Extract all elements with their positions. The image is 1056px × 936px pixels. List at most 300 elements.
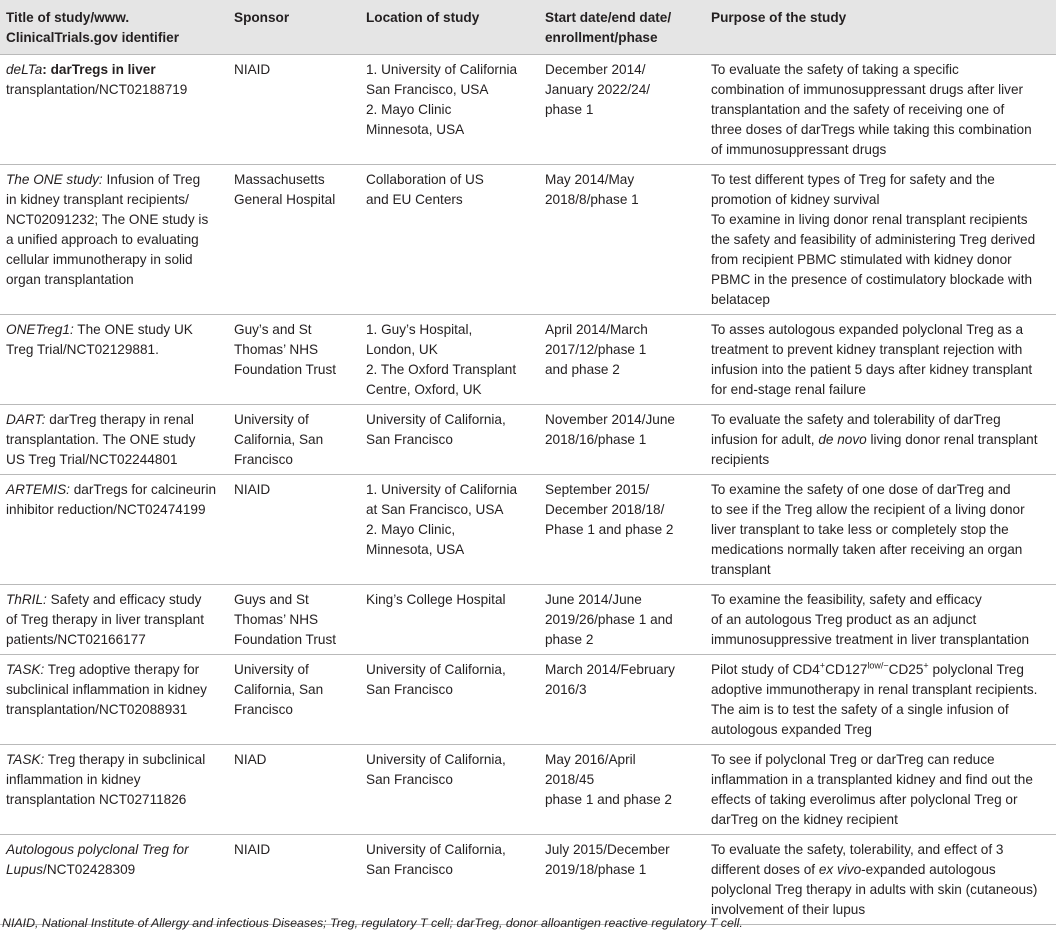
text-segment: 2019/26/phase 1 and	[545, 612, 673, 627]
cell-line	[6, 630, 222, 650]
cell-line	[711, 900, 1050, 920]
text-segment: transplantation/NCT02088931	[6, 702, 188, 717]
cell-line	[234, 340, 354, 360]
cell-dates	[539, 655, 705, 745]
text-segment: To evaluate the safety of taking a specific	[711, 62, 959, 77]
cell-line	[711, 700, 1050, 720]
text-segment: To test different types of Treg for safety and the	[711, 172, 995, 187]
table-header	[0, 0, 1056, 55]
text-segment: Guys and St	[234, 592, 309, 607]
cell-location	[360, 405, 539, 475]
text-segment: 2017/12/phase 1	[545, 342, 647, 357]
cell-title	[0, 745, 228, 835]
cell-dates	[539, 585, 705, 655]
text-segment: To examine the feasibility, safety and efficacy	[711, 592, 982, 607]
text-segment: cellular immunotherapy in solid	[6, 252, 193, 267]
cell-line	[6, 230, 222, 250]
text-segment: April 2014/March	[545, 322, 648, 337]
text-segment: Centre, Oxford, UK	[366, 382, 482, 397]
text-segment: November 2014/June	[545, 412, 675, 427]
cell-line	[6, 320, 222, 340]
cell-purpose	[705, 55, 1056, 165]
cell-line	[545, 480, 699, 500]
table-row	[0, 655, 1056, 745]
text-segment: To asses autologous expanded polyclonal Treg as a	[711, 322, 1024, 337]
text-segment: To examine in living donor renal transplant recipients	[711, 212, 1028, 227]
text-segment: December 2018/18/	[545, 502, 665, 517]
cell-line	[6, 450, 222, 470]
header-title-line: ClinicalTrials.gov identifier	[6, 30, 179, 45]
text-segment: DART:	[6, 412, 46, 427]
cell-line	[711, 320, 1050, 340]
cell-line	[545, 860, 699, 880]
text-segment: phase 1	[545, 102, 594, 117]
text-segment: 2019/18/phase 1	[545, 862, 647, 877]
text-segment: San Francisco	[366, 682, 453, 697]
cell-line	[366, 500, 533, 520]
text-segment: Massachusetts	[234, 172, 325, 187]
text-segment: from recipient PBMC stimulated with kidney donor	[711, 252, 1012, 267]
text-segment: of Treg therapy in liver transplant	[6, 612, 204, 627]
text-segment: Treg Trial/NCT02129881.	[6, 342, 159, 357]
text-segment: University of California,	[366, 412, 506, 427]
text-segment: 2. Mayo Clinic,	[366, 522, 456, 537]
text-segment: transplant	[711, 562, 771, 577]
text-segment: San Francisco	[366, 862, 453, 877]
cell-line	[711, 340, 1050, 360]
text-segment: ARTEMIS:	[6, 482, 70, 497]
text-segment: inflammation in a transplanted kidney and find out the	[711, 772, 1033, 787]
cell-line	[711, 560, 1050, 580]
table-body	[0, 55, 1056, 925]
text-segment: of immunosuppressant drugs	[711, 142, 887, 157]
cell-line	[234, 700, 354, 720]
cell-line	[6, 790, 222, 810]
text-segment: Safety and efficacy study	[46, 592, 202, 607]
cell-purpose	[705, 475, 1056, 585]
cell-line	[711, 860, 1050, 880]
cell-line	[6, 210, 222, 230]
cell-line	[545, 360, 699, 380]
cell-line	[6, 610, 222, 630]
text-segment: University of California,	[366, 662, 506, 677]
cell-line	[234, 450, 354, 470]
cell-line	[234, 410, 354, 430]
cell-line	[711, 450, 1050, 470]
text-segment: US Treg Trial/NCT02244801	[6, 452, 178, 467]
text-segment: treatment to prevent kidney transplant rejection with	[711, 342, 1023, 357]
text-segment: PBMC in the presence of costimulatory blockade with	[711, 272, 1033, 287]
table-row	[0, 405, 1056, 475]
text-segment: Thomas’ NHS	[234, 612, 319, 627]
cell-line	[6, 860, 222, 880]
text-segment: Francisco	[234, 702, 293, 717]
header-dates-line: enrollment/phase	[545, 30, 658, 45]
table-footnote: NIAID, National Institute of Allergy and infectious Diseases; Treg, regulatory T cell; darTreg, donor alloantigen reactive regulatory T cell.	[2, 916, 743, 930]
text-segment: different doses of	[711, 862, 819, 877]
cell-line	[545, 430, 699, 450]
header-dates-line: Start date/end date/	[545, 10, 672, 25]
cell-line	[366, 520, 533, 540]
cell-line	[366, 360, 533, 380]
cell-title	[0, 655, 228, 745]
text-segment: ex vivo	[818, 862, 862, 877]
text-segment: Guy’s and St	[234, 322, 312, 337]
cell-line	[366, 340, 533, 360]
text-segment: ThRIL:	[6, 592, 47, 607]
text-segment: San Francisco	[366, 432, 453, 447]
text-segment: Foundation Trust	[234, 362, 337, 377]
text-segment: San Francisco	[366, 772, 453, 787]
cell-line	[366, 60, 533, 80]
cell-line	[6, 410, 222, 430]
cell-line	[6, 480, 222, 500]
text-segment: September 2015/	[545, 482, 650, 497]
cell-line	[366, 540, 533, 560]
cell-title	[0, 55, 228, 165]
text-segment: transplantation NCT02711826	[6, 792, 187, 807]
text-segment: NCT02091232; The ONE study is	[6, 212, 209, 227]
cell-line	[366, 860, 533, 880]
text-segment: adoptive immunotherapy in renal transplant recipients.	[711, 682, 1038, 697]
cell-line	[711, 660, 1050, 680]
text-segment: and phase 2	[545, 362, 620, 377]
text-segment: phase 2	[545, 632, 594, 647]
cell-line	[6, 170, 222, 190]
header-sponsor	[228, 0, 360, 55]
text-segment: promotion of kidney survival	[711, 192, 880, 207]
cell-line	[545, 500, 699, 520]
cell-sponsor	[228, 165, 360, 315]
cell-line	[234, 320, 354, 340]
text-segment: of an autologous Treg product as an adjunct	[711, 612, 977, 627]
cell-line	[711, 410, 1050, 430]
cell-line	[234, 750, 354, 770]
cell-location	[360, 55, 539, 165]
text-segment: King’s College Hospital	[366, 592, 506, 607]
text-segment: immunosuppressive treatment in liver transplantation	[711, 632, 1030, 647]
cell-line	[366, 840, 533, 860]
text-segment: Pilot study of CD4	[711, 662, 820, 677]
cell-line	[234, 170, 354, 190]
cell-line	[711, 120, 1050, 140]
cell-title	[0, 585, 228, 655]
text-segment: Collaboration of US	[366, 172, 484, 187]
cell-line	[366, 430, 533, 450]
cell-line	[6, 270, 222, 290]
text-segment: January 2022/24/	[545, 82, 651, 97]
cell-purpose	[705, 835, 1056, 925]
text-segment: liver transplant to take less or completely stop the	[711, 522, 1009, 537]
cell-line	[711, 270, 1050, 290]
cell-line	[6, 680, 222, 700]
text-segment: 1. University of California	[366, 482, 518, 497]
cell-sponsor	[228, 585, 360, 655]
text-segment: 2018/16/phase 1	[545, 432, 647, 447]
cell-line	[711, 790, 1050, 810]
text-segment: inhibitor reduction/NCT02474199	[6, 502, 206, 517]
text-segment: December 2014/	[545, 62, 646, 77]
text-segment: infusion for adult,	[711, 432, 819, 447]
cell-title	[0, 405, 228, 475]
text-segment: darTregs for calcineurin	[69, 482, 217, 497]
text-segment: 1. University of California	[366, 62, 518, 77]
cell-line	[234, 480, 354, 500]
header-location	[360, 0, 539, 55]
text-segment: at San Francisco, USA	[366, 502, 504, 517]
text-segment: 1. Guy’s Hospital,	[366, 322, 473, 337]
table-row	[0, 55, 1056, 165]
cell-line	[366, 590, 533, 610]
cell-line	[711, 430, 1050, 450]
text-segment: autologous expanded Treg	[711, 722, 872, 737]
cell-title	[0, 315, 228, 405]
cell-line	[234, 190, 354, 210]
text-segment: transplantation. The ONE study	[6, 432, 196, 447]
text-segment: and EU Centers	[366, 192, 463, 207]
cell-line	[711, 520, 1050, 540]
header-title-line: Title of study/www.	[6, 10, 130, 25]
text-segment: Francisco	[234, 452, 293, 467]
cell-line	[366, 770, 533, 790]
text-segment: March 2014/February	[545, 662, 675, 677]
text-segment: Treg therapy in subclinical	[44, 752, 206, 767]
table-row	[0, 585, 1056, 655]
cell-sponsor	[228, 745, 360, 835]
text-segment: To examine the safety of one dose of darTreg and	[711, 482, 1011, 497]
cell-sponsor	[228, 475, 360, 585]
text-segment: NIAD	[234, 752, 267, 767]
cell-line	[711, 250, 1050, 270]
text-segment: TASK:	[6, 752, 45, 767]
header-title	[0, 0, 228, 55]
text-segment: : darTregs in liver	[42, 62, 156, 77]
cell-line	[711, 610, 1050, 630]
cell-line	[545, 100, 699, 120]
cell-location	[360, 835, 539, 925]
text-segment: Lupus	[6, 862, 44, 877]
cell-line	[545, 80, 699, 100]
text-segment: patients/NCT02166177	[6, 632, 146, 647]
text-segment: 2. Mayo Clinic	[366, 102, 452, 117]
cell-line	[545, 590, 699, 610]
cell-line	[234, 610, 354, 630]
text-segment: three doses of darTregs while taking this combination	[711, 122, 1032, 137]
cell-line	[711, 540, 1050, 560]
cell-line	[711, 590, 1050, 610]
cell-line	[545, 60, 699, 80]
text-segment: infusion into the patient 5 days after kidney transplant	[711, 362, 1033, 377]
text-segment: phase 1 and phase 2	[545, 792, 672, 807]
cell-line	[545, 520, 699, 540]
text-segment: low/−	[867, 660, 889, 671]
cell-dates	[539, 315, 705, 405]
cell-line	[545, 680, 699, 700]
cell-line	[6, 500, 222, 520]
text-segment: deLTa	[6, 62, 43, 77]
cell-line	[545, 340, 699, 360]
table-row	[0, 315, 1056, 405]
cell-line	[711, 60, 1050, 80]
text-segment: ONETreg1:	[6, 322, 74, 337]
cell-dates	[539, 55, 705, 165]
cell-line	[545, 750, 699, 770]
cell-line	[234, 60, 354, 80]
cell-line	[6, 750, 222, 770]
text-segment: effects of taking everolimus after polyclonal Treg or	[711, 792, 1018, 807]
text-segment: a unified approach to evaluating	[6, 232, 199, 247]
text-segment: The ONE study UK	[73, 322, 193, 337]
cell-purpose	[705, 165, 1056, 315]
cell-line	[545, 790, 699, 810]
cell-line	[366, 80, 533, 100]
text-segment: polyclonal Treg	[928, 662, 1024, 677]
cell-title	[0, 475, 228, 585]
cell-line	[6, 60, 222, 80]
text-segment: TASK:	[6, 662, 45, 677]
cell-line	[234, 660, 354, 680]
header-purpose	[705, 0, 1056, 55]
cell-line	[234, 840, 354, 860]
cell-title	[0, 835, 228, 925]
cell-location	[360, 315, 539, 405]
text-segment: for end-stage renal failure	[711, 382, 866, 397]
text-segment: University of California,	[366, 842, 506, 857]
cell-dates	[539, 745, 705, 835]
cell-line	[545, 770, 699, 790]
cell-line	[366, 680, 533, 700]
cell-purpose	[705, 405, 1056, 475]
cell-line	[711, 500, 1050, 520]
text-segment: May 2016/April	[545, 752, 636, 767]
cell-line	[6, 80, 222, 100]
cell-location	[360, 165, 539, 315]
text-segment: CD127	[825, 662, 868, 677]
text-segment: living donor renal transplant	[866, 432, 1038, 447]
cell-dates	[539, 475, 705, 585]
text-segment: Autologous polyclonal Treg for	[6, 842, 189, 857]
cell-line	[545, 610, 699, 630]
text-segment: Minnesota, USA	[366, 542, 465, 557]
cell-location	[360, 585, 539, 655]
cell-line	[234, 360, 354, 380]
cell-line	[366, 750, 533, 770]
cell-line	[6, 190, 222, 210]
text-segment: Minnesota, USA	[366, 122, 465, 137]
cell-line	[6, 340, 222, 360]
cell-line	[6, 250, 222, 270]
header-location-line: Location of study	[366, 10, 480, 25]
cell-line	[366, 380, 533, 400]
cell-line	[366, 320, 533, 340]
cell-line	[366, 480, 533, 500]
cell-location	[360, 745, 539, 835]
text-segment: de novo	[818, 432, 867, 447]
text-segment: medications normally taken after receiving an organ	[711, 542, 1023, 557]
cell-line	[711, 480, 1050, 500]
text-segment: +	[819, 660, 826, 671]
text-segment: To evaluate the safety, tolerability, and effect of 3	[711, 842, 1004, 857]
table-row	[0, 475, 1056, 585]
cell-line	[711, 770, 1050, 790]
cell-purpose	[705, 655, 1056, 745]
cell-line	[234, 590, 354, 610]
cell-title	[0, 165, 228, 315]
header-dates	[539, 0, 705, 55]
cell-line	[366, 170, 533, 190]
text-segment: The aim is to test the safety of a single infusion of	[711, 702, 1009, 717]
text-segment: London, UK	[366, 342, 438, 357]
cell-line	[711, 880, 1050, 900]
text-segment: Infusion of Treg	[102, 172, 201, 187]
text-segment: subclinical inflammation in kidney	[6, 682, 207, 697]
cell-purpose	[705, 745, 1056, 835]
cell-line	[711, 190, 1050, 210]
text-segment: belatacep	[711, 292, 770, 307]
text-segment: Treg adoptive therapy for	[44, 662, 200, 677]
cell-line	[6, 430, 222, 450]
cell-line	[711, 290, 1050, 310]
text-segment: +	[923, 660, 929, 671]
text-segment: NIAID	[234, 482, 271, 497]
cell-line	[366, 190, 533, 210]
text-segment: 2018/8/phase 1	[545, 192, 639, 207]
text-segment: June 2014/June	[545, 592, 642, 607]
cell-line	[366, 100, 533, 120]
cell-dates	[539, 405, 705, 475]
cell-sponsor	[228, 405, 360, 475]
cell-line	[711, 810, 1050, 830]
cell-line	[234, 430, 354, 450]
text-segment: polyclonal Treg therapy in adults with skin (cutaneous)	[711, 882, 1038, 897]
cell-line	[6, 660, 222, 680]
text-segment: CD25	[888, 662, 924, 677]
cell-line	[545, 190, 699, 210]
cell-sponsor	[228, 55, 360, 165]
cell-line	[6, 700, 222, 720]
text-segment: NIAID	[234, 62, 271, 77]
cell-line	[545, 660, 699, 680]
cell-line	[6, 770, 222, 790]
cell-sponsor	[228, 835, 360, 925]
header-row	[0, 0, 1056, 55]
cell-line	[545, 840, 699, 860]
cell-line	[366, 660, 533, 680]
text-segment: Thomas’ NHS	[234, 342, 319, 357]
text-segment: To evaluate the safety and tolerability of darTreg	[711, 412, 1001, 427]
cell-line	[6, 590, 222, 610]
cell-line	[711, 680, 1050, 700]
text-segment: July 2015/December	[545, 842, 670, 857]
cell-line	[545, 320, 699, 340]
text-segment: inflammation in kidney	[6, 772, 141, 787]
cell-sponsor	[228, 655, 360, 745]
cell-dates	[539, 165, 705, 315]
cell-line	[711, 80, 1050, 100]
text-segment: The ONE study:	[6, 172, 103, 187]
cell-line	[711, 210, 1050, 230]
cell-location	[360, 655, 539, 745]
cell-line	[711, 380, 1050, 400]
text-segment: 2016/3	[545, 682, 587, 697]
cell-line	[711, 630, 1050, 650]
text-segment: darTreg on the kidney recipient	[711, 812, 898, 827]
cell-location	[360, 475, 539, 585]
text-segment: recipients	[711, 452, 770, 467]
cell-line	[234, 680, 354, 700]
text-segment: Foundation Trust	[234, 632, 337, 647]
text-segment: San Francisco, USA	[366, 82, 489, 97]
